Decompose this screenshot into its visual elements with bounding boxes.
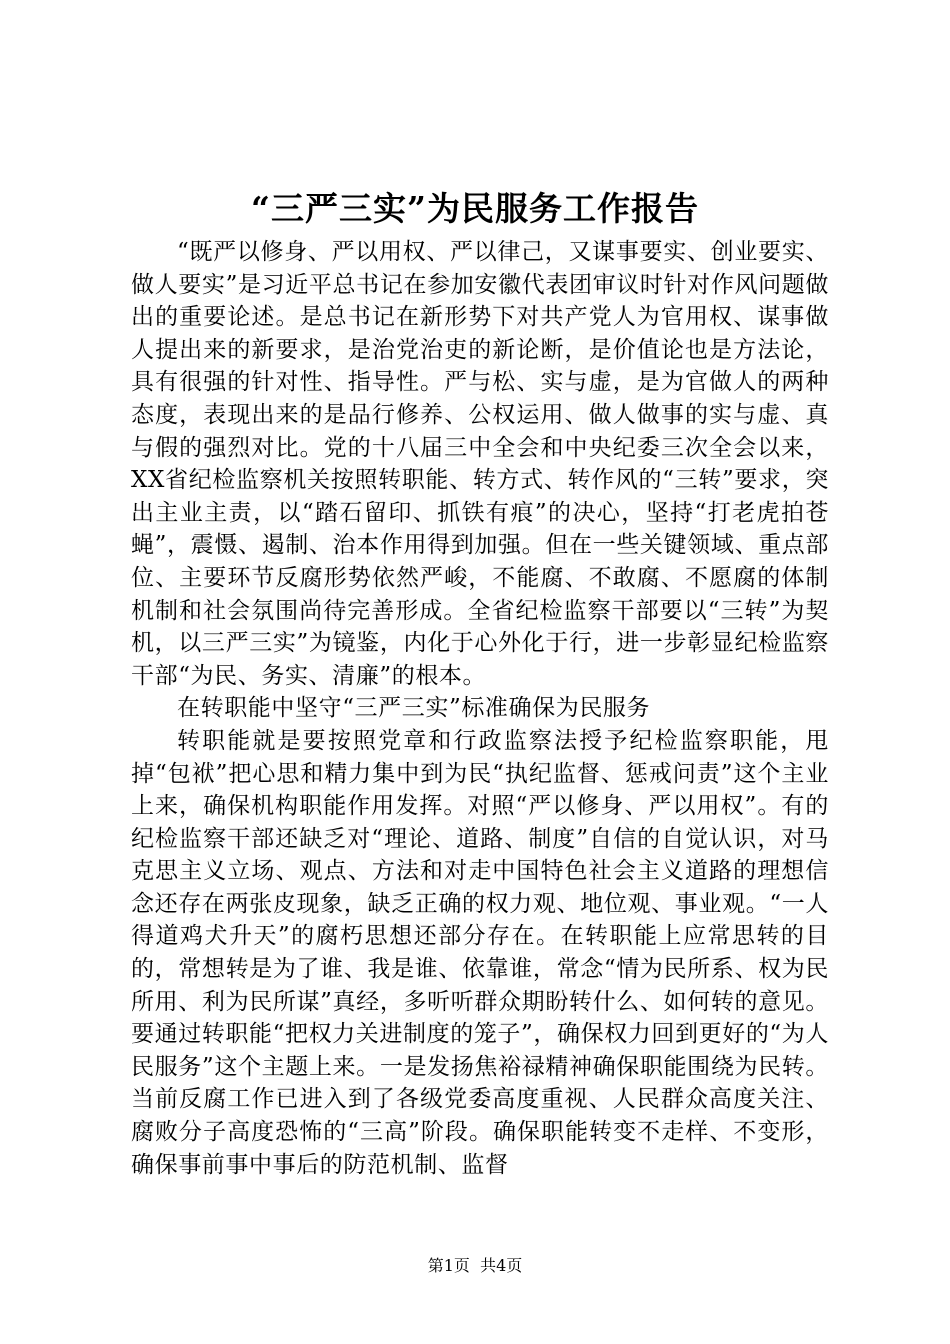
page-footer <box>0 1255 950 1277</box>
document-body <box>131 236 829 1181</box>
document-title: “三严三实”为民服务工作报告 <box>251 189 699 228</box>
body-paragraph-1: “既严以修身、严以用权、严以律己，又谋事要实、创业要实、做人要实”是习近平总书记在参加安徽代表团审议时针对作风问题做出的重要论述。是总书记在新形势下对共产党人为官用权、谋事做人提出来的新要求，是治党治吏的新论断，是价值论也是方法论，具有很强的针对性、指导性。严与松、实与虚，是为官做人的两种态度，表现出来的是品行修养、公权运用、做人做事的实与虚、真与假的强烈对比。党的十八届三中全会和中央纪委三次全会以来，XX省纪检监察机关按照转职能、转方式、转作风的“三转”要求，突出主业主责，以“踏石留印、抓铁有痕”的决心，坚持“打老虎拍苍蝇”，震慑、遏制、治本作用得到加强。但在一些关键领域、重点部位、主要环节反腐形势依然严峻，不能腐、不敢腐、不愿腐的体制机制和社会氛围尚待完善形成。全省纪检监察干部要以“三转”为契机，以三严三实”为镜鉴，内化于心外化于行，进一步彰显纪检监察干部“为民、务实、清廉”的根本。 <box>131 239 829 689</box>
body-paragraph-2: 转职能就是要按照党章和行政监察法授予纪检监察职能，甩掉“包袱”把心思和精力集中到为民“执纪监督、惩戒问责”这个主业上来，确保机构职能作用发挥。对照“严以修身、严以用权”。有的纪检监察干部还缺乏对“理论、道路、制度”自信的自觉认识，对马克思主义立场、观点、方法和对走中国特色社会主义道路的理想信念还存在两张皮现象，缺乏正确的权力观、地位观、事业观。“一人得道鸡犬升天”的腐朽思想还部分存在。在转职能上应常思转的目的，常想转是为了谁、我是谁、依靠谁，常念“情为民所系、权为民所用、利为民所谋”真经，多听听群众期盼转什么、如何转的意见。要通过转职能“把权力关进制度的笼子”，确保权力回到更好的“为人民服务”这个主题上来。一是发扬焦裕禄精神确保职能围绕为民转。当前反腐工作已进入到了各级党委高度重视、人民群众高度关注、腐败分子高度恐怖的“三高”阶段。确保职能转变不走样、不变形，确保事前事中事后的防范机制、监督 <box>131 727 829 1178</box>
page-number: 第1页 共4页 <box>427 1256 523 1275</box>
section-heading: 在转职能中坚守“三严三实”标准确保为民服务 <box>177 695 651 722</box>
